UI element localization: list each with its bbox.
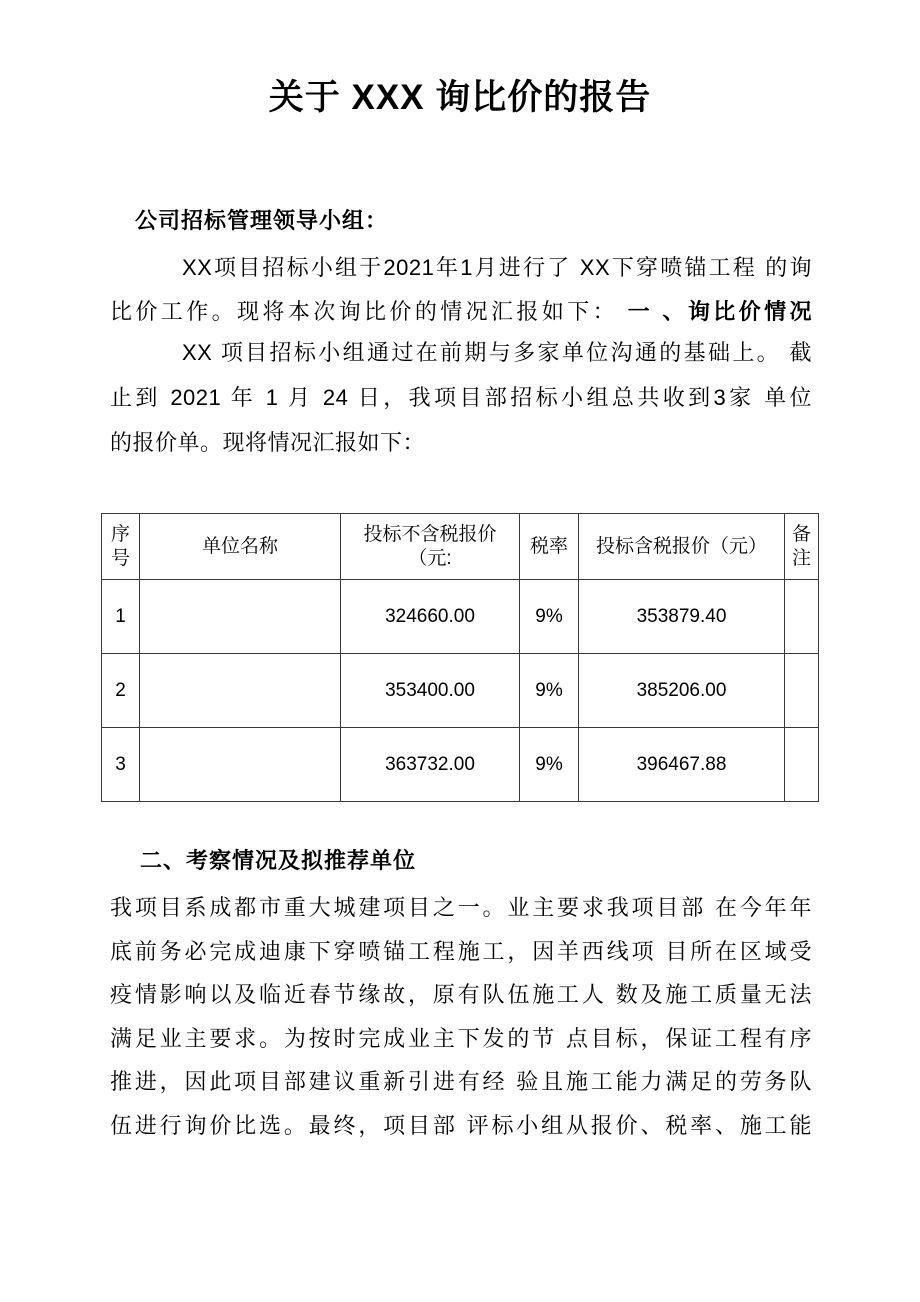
paragraph-line: 推进，因此项目部建议重新引进有经 验且施工能力满足的劳务队 [110,1069,812,1094]
paragraph-line-text: 比价工作。现将本次询比价的情况汇报如下： [110,299,628,324]
cell-rate: 9% [520,654,579,728]
header-cell-note: 备注 [785,514,819,580]
table-header-row [102,514,819,580]
cell-note [785,654,819,728]
cell-name [140,728,341,802]
document-title: 关于 XXX 询比价的报告 [268,78,652,117]
section-one-heading-inline: 一 、询比价情况 [627,299,812,324]
cell-price-ex-tax: 353400.00 [341,654,520,728]
header-cell-price-ex-tax: 投标不含税报价（元: [341,514,520,580]
header-cell-no: 序号 [102,514,140,580]
cell-price-inc-tax: 385206.00 [579,654,785,728]
cell-rate: 9% [520,728,579,802]
section-two-heading: 二、考察情况及拟推荐单位 [140,848,417,873]
paragraph-line [110,290,812,334]
paragraph-inquiry-intro [110,246,812,334]
paragraph-inspection [110,886,812,1147]
salutation-line: 公司招标管理领导小组： [135,208,389,233]
header-cell-name: 单位名称 [140,514,341,580]
cell-no: 1 [102,580,140,654]
cell-price-ex-tax: 363732.00 [341,728,520,802]
table-row [102,728,819,802]
paragraph-line: 伍进行询价比选。最终，项目部 评标小组从报价、税率、施工能 [110,1112,812,1138]
cell-name [140,580,341,654]
cell-note [785,728,819,802]
table-row [102,654,819,728]
paragraph-line: 满足业主要求。为按时完成业主下发的节 点目标，保证工程有序 [110,1025,812,1051]
cell-price-inc-tax: 396467.88 [579,728,785,802]
cell-rate: 9% [520,580,579,654]
header-cell-rate: 税率 [520,514,579,580]
cell-no: 3 [102,728,140,802]
paragraph-inquiry-detail [110,330,812,465]
header-cell-price-inc-tax: 投标含税报价（元） [579,514,785,580]
paragraph-line: 止到 2021 年 1 月 24 日，我项目部招标小组总共收到3家 单位 [110,385,812,410]
paragraph-line: XX项目招标小组于2021年1月进行了 XX下穿喷锚工程 的询 [182,255,812,280]
table-row [102,580,819,654]
cell-note [785,580,819,654]
cell-name [140,654,341,728]
bid-quote-table [101,513,819,802]
paragraph-line: 我项目系成都市重大城建项目之一。业主要求我项目部 在今年年 [110,895,812,920]
paragraph-line: XX 项目招标小组通过在前期与多家单位沟通的基础上。 截 [182,340,812,365]
cell-no: 2 [102,654,140,728]
cell-price-inc-tax: 353879.40 [579,580,785,654]
paragraph-line: 疫情影响以及临近春节缘故，原有队伍施工人 数及施工质量无法 [110,982,812,1007]
paragraph-line: 底前务必完成迪康下穿喷锚工程施工，因羊西线项 目所在区域受 [110,938,812,964]
paragraph-line: 的报价单。现将情况汇报如下： [110,430,426,455]
cell-price-ex-tax: 324660.00 [341,580,520,654]
